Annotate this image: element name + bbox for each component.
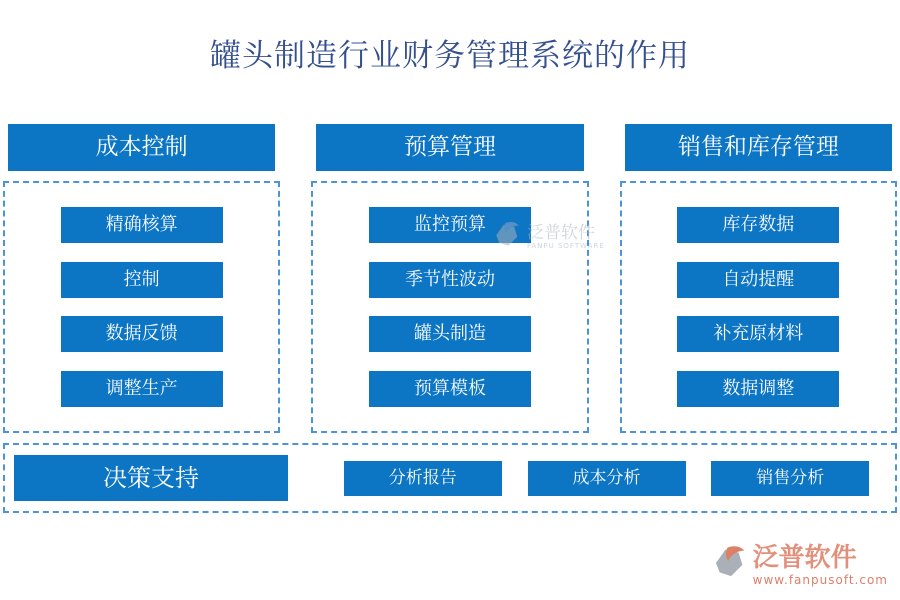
fanpu-footer-logo — [713, 545, 888, 587]
diagram-item: 补充原材料 — [677, 316, 839, 352]
diagram-item: 控制 — [61, 262, 223, 298]
footer-logo-name: 泛普软件 — [752, 543, 857, 573]
fanpu-logo-icon — [713, 545, 751, 583]
column-panel-cost-control — [3, 181, 280, 433]
diagram-item: 精确核算 — [61, 207, 223, 243]
diagram-item: 数据反馈 — [61, 316, 223, 352]
watermark-subtitle: FANPU SOFTWARE — [527, 241, 605, 250]
diagram-item: 库存数据 — [677, 207, 839, 243]
diagram-item: 调整生产 — [61, 371, 223, 407]
bottom-items-row — [318, 461, 895, 496]
diagram-item: 预算模板 — [369, 371, 531, 407]
bottom-header-decision-support: 决策支持 — [14, 455, 288, 501]
column-header-budget-management: 预算管理 — [316, 124, 583, 171]
column-sales-inventory — [620, 124, 897, 433]
watermark-name: 泛普软件 — [527, 222, 595, 243]
diagram-item: 成本分析 — [528, 461, 686, 496]
column-budget-management — [311, 124, 588, 433]
columns-row — [3, 124, 897, 433]
page-title: 罐头制造行业财务管理系统的作用 — [210, 38, 690, 74]
diagram-item: 销售分析 — [711, 461, 869, 496]
column-panel-budget-management — [311, 181, 588, 433]
column-cost-control — [3, 124, 280, 433]
decision-support-panel — [3, 443, 897, 513]
diagram-item: 监控预算 — [369, 207, 531, 243]
diagram-item: 分析报告 — [344, 461, 502, 496]
diagram-item: 季节性波动 — [369, 262, 531, 298]
diagram-item: 自动提醒 — [677, 262, 839, 298]
column-panel-sales-inventory — [620, 181, 897, 433]
column-header-cost-control: 成本控制 — [8, 124, 275, 171]
footer-logo-url: www.fanpusoft.com — [752, 573, 888, 587]
diagram-item: 数据调整 — [677, 371, 839, 407]
diagram-item: 罐头制造 — [369, 316, 531, 352]
column-header-sales-inventory: 销售和库存管理 — [625, 124, 892, 171]
